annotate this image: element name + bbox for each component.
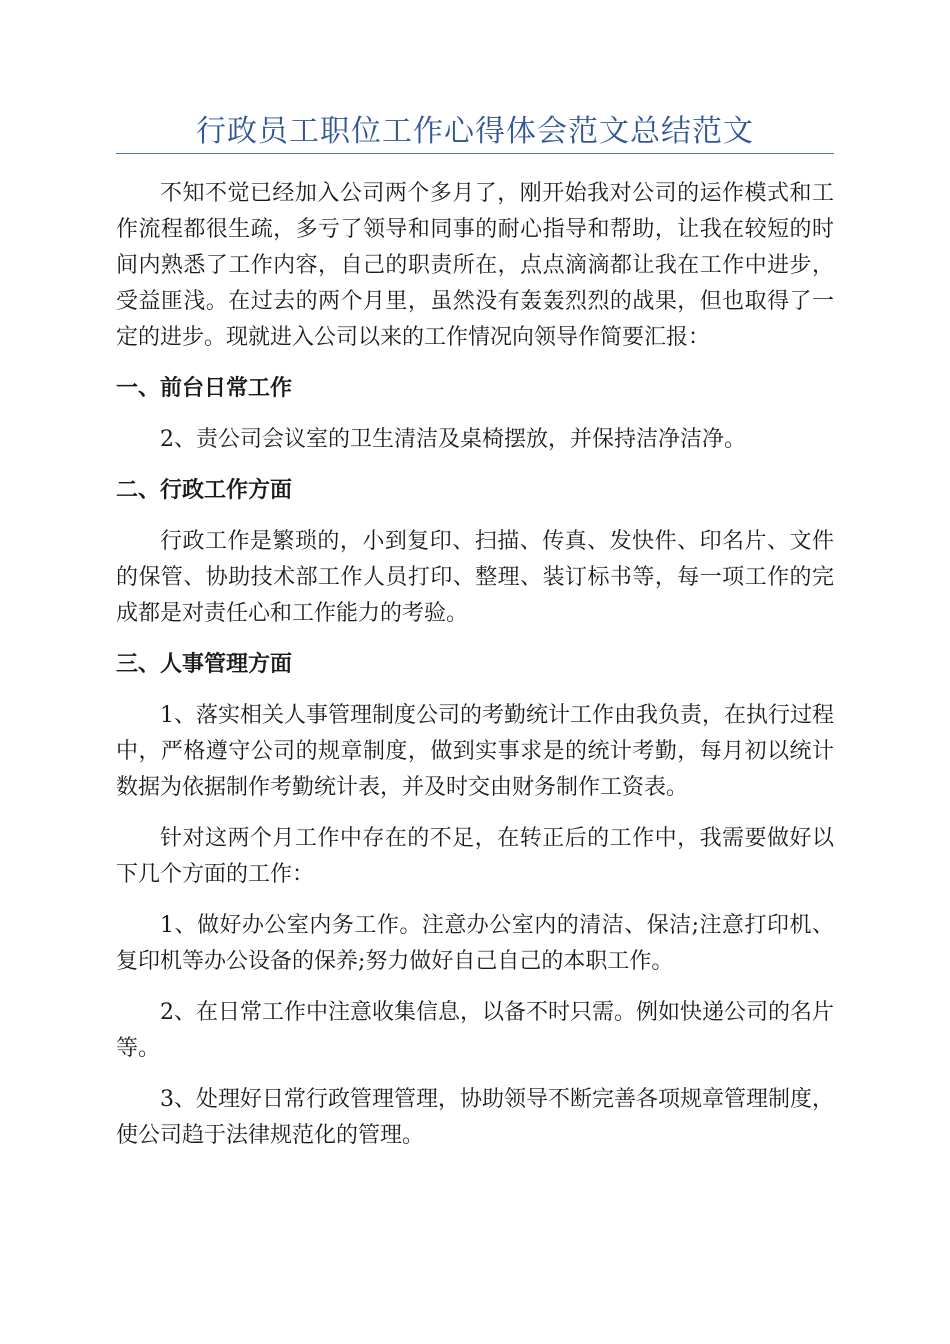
section-heading-personnel: 三、人事管理方面 [116, 652, 293, 677]
intro-paragraph: 不知不觉已经加入公司两个多月了，刚开始我对公司的运作模式和工作流程都很生疏，多亏了领导和同事的耐心指导和帮助，让我在较短的时间内熟悉了工作内容，自己的职责所在，点点滴滴都让我在工作中进步，受益匪浅。在过去的两个月里，虽然没有轰轰烈烈的战果，但也取得了一定的进步。现就进入公司以来的工作情况向领导作简要汇报： [116, 181, 834, 350]
personnel-paragraph: 1、落实相关人事管理制度公司的考勤统计工作由我负责，在执行过程中，严格遵守公司的规章制度，做到实事求是的统计考勤，每月初以统计数据为依据制作考勤统计表，并及时交由财务制作工资表。 [116, 703, 834, 800]
document-title: 行政员工职位工作心得体会范文总结范文 [116, 112, 834, 154]
improvement-intro-paragraph: 针对这两个月工作中存在的不足，在转正后的工作中，我需要做好以下几个方面的工作： [116, 826, 834, 887]
improvement-item-3: 3、处理好日常行政管理管理，协助领导不断完善各项规章管理制度，使公司趋于法律规范化的管理。 [116, 1087, 834, 1148]
section-heading-administration: 二、行政工作方面 [116, 478, 293, 503]
improvement-item-2: 2、在日常工作中注意收集信息，以备不时只需。例如快递公司的名片等。 [116, 1000, 834, 1061]
document-body [116, 176, 834, 1154]
improvement-item-1: 1、做好办公室内务工作。注意办公室内的清洁、保洁;注意打印机、复印机等办公设备的保养;努力做好自己自己的本职工作。 [116, 913, 834, 974]
front-desk-paragraph: 2、责公司会议室的卫生清洁及桌椅摆放，并保持洁净洁净。 [160, 427, 746, 452]
section-heading-front-desk: 一、前台日常工作 [116, 376, 293, 401]
administration-paragraph: 行政工作是繁琐的，小到复印、扫描、传真、发快件、印名片、文件的保管、协助技术部工作人员打印、整理、装订标书等，每一项工作的完成都是对责任心和工作能力的考验。 [116, 529, 834, 626]
